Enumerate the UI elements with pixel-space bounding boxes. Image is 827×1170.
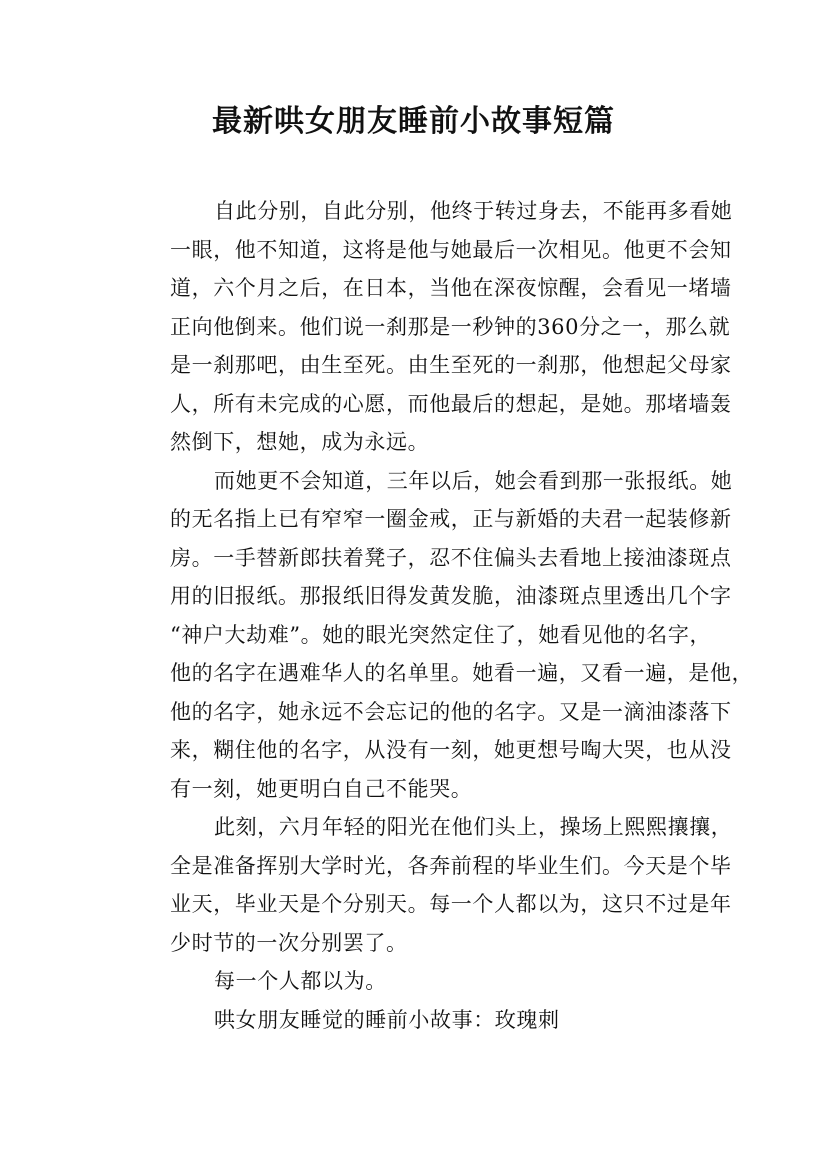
text-line: 人，所有未完成的心愿，而他最后的想起，是她。那堵墙轰 (170, 391, 732, 416)
paragraph-3 (128, 808, 733, 962)
text-line: 业天，毕业天是个分别天。每一个人都以为，这只不过是年 (170, 892, 732, 916)
text-line: 全是准备挥别大学时光，各奔前程的毕业生们。今天是个毕 (170, 853, 732, 878)
section-heading-line: 哄女朋友睡觉的睡前小故事：玫瑰刺 (214, 1007, 560, 1032)
text-line: 他的名字在遇难华人的名单里。她看一遍，又看一遍，是他， (170, 661, 754, 685)
text-line: “神户大劫难”。她的眼光突然定住了，她看见他的名字， (170, 622, 712, 647)
paragraph-1 (128, 192, 733, 462)
text-line: 房。一手替新郎扶着凳子，忍不住偏头去看地上接油漆斑点 (170, 545, 732, 570)
text-line: 一眼，他不知道，这将是他与她最后一次相见。他更不会知 (170, 237, 732, 262)
text-line: 来，糊住他的名字，从没有一刻，她更想号啕大哭，也从没 (170, 738, 732, 762)
text-line: 道，六个月之后，在日本，当他在深夜惊醒，会看见一堵墙 (170, 276, 732, 300)
text-line: 自此分别，自此分别，他终于转过身去，不能再多看她 (214, 199, 733, 223)
text-line: 此刻，六月年轻的阳光在他们头上，操场上熙熙攘攘， (214, 815, 733, 839)
text-line: 每一个人都以为。 (214, 969, 387, 993)
text-line: 是一刹那吧，由生至死。由生至死的一刹那，他想起父母家 (170, 353, 732, 377)
text-line: 他的名字，她永远不会忘记的他的名字。又是一滴油漆落下 (170, 699, 732, 724)
text-line: 正向他倒来。他们说一刹那是一秒钟的360分之一，那么就 (170, 314, 731, 339)
document-body (128, 192, 754, 1039)
paragraph-2 (128, 462, 754, 809)
text-line: 用的旧报纸。那报纸旧得发黄发脆，油漆斑点里透出几个字 (170, 584, 732, 608)
text-line: 少时节的一次分别罢了。 (170, 930, 408, 955)
text-line: 而她更不会知道，三年以后，她会看到那一张报纸。她 (214, 468, 733, 493)
text-line: 有一刻，她更明白自己不能哭。 (170, 776, 473, 801)
paragraph-5 (128, 1001, 710, 1040)
text-line: 然倒下，想她，成为永远。 (170, 430, 430, 454)
text-line: 的无名指上已有窄窄一圈金戒，正与新婚的夫君一起装修新 (170, 507, 732, 531)
paragraph-4 (128, 962, 710, 1001)
document-title: 最新哄女朋友睡前小故事短篇 (212, 104, 615, 139)
